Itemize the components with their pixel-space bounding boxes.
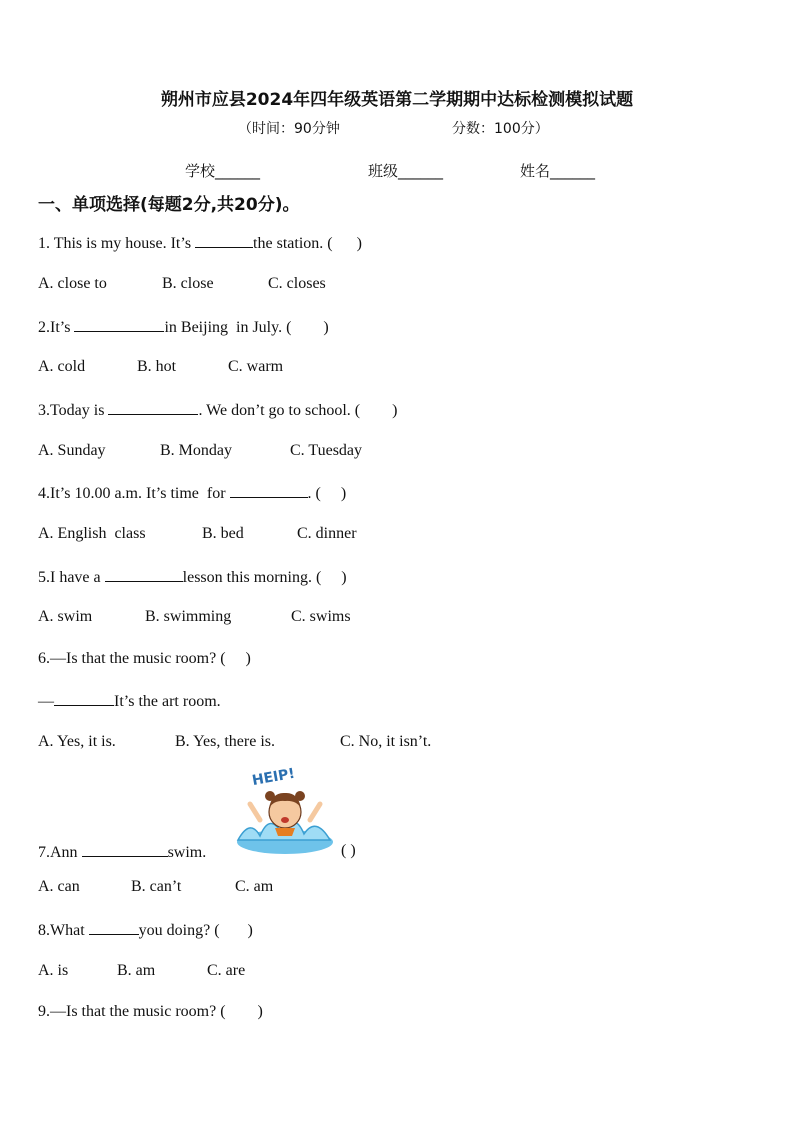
question-text: It’s the art room. [114, 693, 221, 710]
option-c: C. dinner [297, 525, 357, 542]
option-c: C. warm [228, 358, 284, 375]
question-6: 6.—Is that the music room? ( ) [38, 650, 251, 667]
question-text: 2.It’s [38, 319, 75, 336]
answer-blank [82, 842, 168, 857]
question-8 [38, 920, 253, 940]
answer-blank [105, 567, 183, 582]
question-text: the station. ( ) [253, 235, 362, 252]
question-text: 1. This is my house. It’s [38, 235, 196, 252]
school-field: 学校______ [185, 162, 261, 180]
answer-blank [230, 483, 308, 498]
option-c: C. Tuesday [290, 442, 363, 459]
option-c: C. am [235, 878, 274, 895]
question-4 [38, 483, 346, 503]
option-b: B. hot [137, 358, 177, 375]
hair-bun-left [265, 791, 275, 801]
dash: — [38, 693, 54, 710]
option-b: B. can’t [131, 878, 182, 895]
help-caption: HEIP! [250, 765, 297, 790]
option-a: A. Yes, it is. [38, 733, 116, 750]
option-b: B. close [162, 275, 214, 292]
option-c: C. No, it isn’t. [340, 733, 432, 750]
option-c: C. closes [268, 275, 326, 292]
option-c: C. swims [291, 608, 351, 625]
question-text: 3.Today is [38, 402, 109, 419]
option-b: B. am [117, 962, 156, 979]
question-6-reply [38, 691, 221, 711]
question-2 [38, 317, 329, 337]
question-text: lesson this morning. ( ) [182, 569, 347, 586]
answer-blank [54, 691, 114, 706]
question-1 [38, 233, 362, 253]
question-9: 9.—Is that the music room? ( ) [38, 1003, 263, 1020]
answer-paren: ( ) [341, 842, 356, 859]
option-a: A. swim [38, 608, 93, 625]
exam-score: 分数：100分） [452, 121, 549, 137]
hair-bun-right [295, 791, 305, 801]
question-3 [38, 400, 397, 420]
option-a: A. Sunday [38, 442, 106, 459]
question-text: . ( ) [307, 485, 347, 502]
answer-blank [108, 400, 198, 415]
page-title: 朔州市应县2024年四年级英语第二学期期中达标检测模拟试题 [160, 90, 634, 110]
question-5 [38, 567, 347, 587]
question-text: swim. [167, 844, 207, 861]
exam-time: （时间：90分钟 [238, 121, 340, 137]
section-title: 一、单项选择(每题2分,共20分)。 [38, 195, 300, 215]
name-field: 姓名______ [520, 162, 596, 180]
girl-shirt [275, 828, 295, 836]
answer-blank [195, 233, 253, 248]
answer-blank [74, 317, 164, 332]
class-field: 班级______ [368, 162, 444, 180]
option-a: A. is [38, 962, 69, 979]
option-b: B. bed [202, 525, 244, 542]
drowning-girl-illustration [230, 760, 340, 860]
question-text: . We don’t go to school. ( ) [198, 402, 398, 419]
option-a: A. close to [38, 275, 107, 292]
question-text: in Beijing in July. ( ) [164, 319, 329, 336]
girl-mouth [281, 817, 289, 823]
question-text: 8.What [38, 922, 89, 939]
option-a: A. English class [38, 525, 146, 542]
option-b: B. Yes, there is. [175, 733, 276, 750]
question-text: 4.It’s 10.00 a.m. It’s time for [38, 485, 230, 502]
question-text: you doing? ( ) [138, 922, 253, 939]
option-b: B. Monday [160, 442, 232, 459]
answer-blank [89, 920, 139, 935]
option-b: B. swimming [145, 608, 232, 625]
option-a: A. can [38, 878, 80, 895]
question-7 [38, 842, 206, 862]
option-a: A. cold [38, 358, 86, 375]
question-text: 7.Ann [38, 844, 82, 861]
option-c: C. are [207, 962, 246, 979]
question-text: 5.I have a [38, 569, 105, 586]
